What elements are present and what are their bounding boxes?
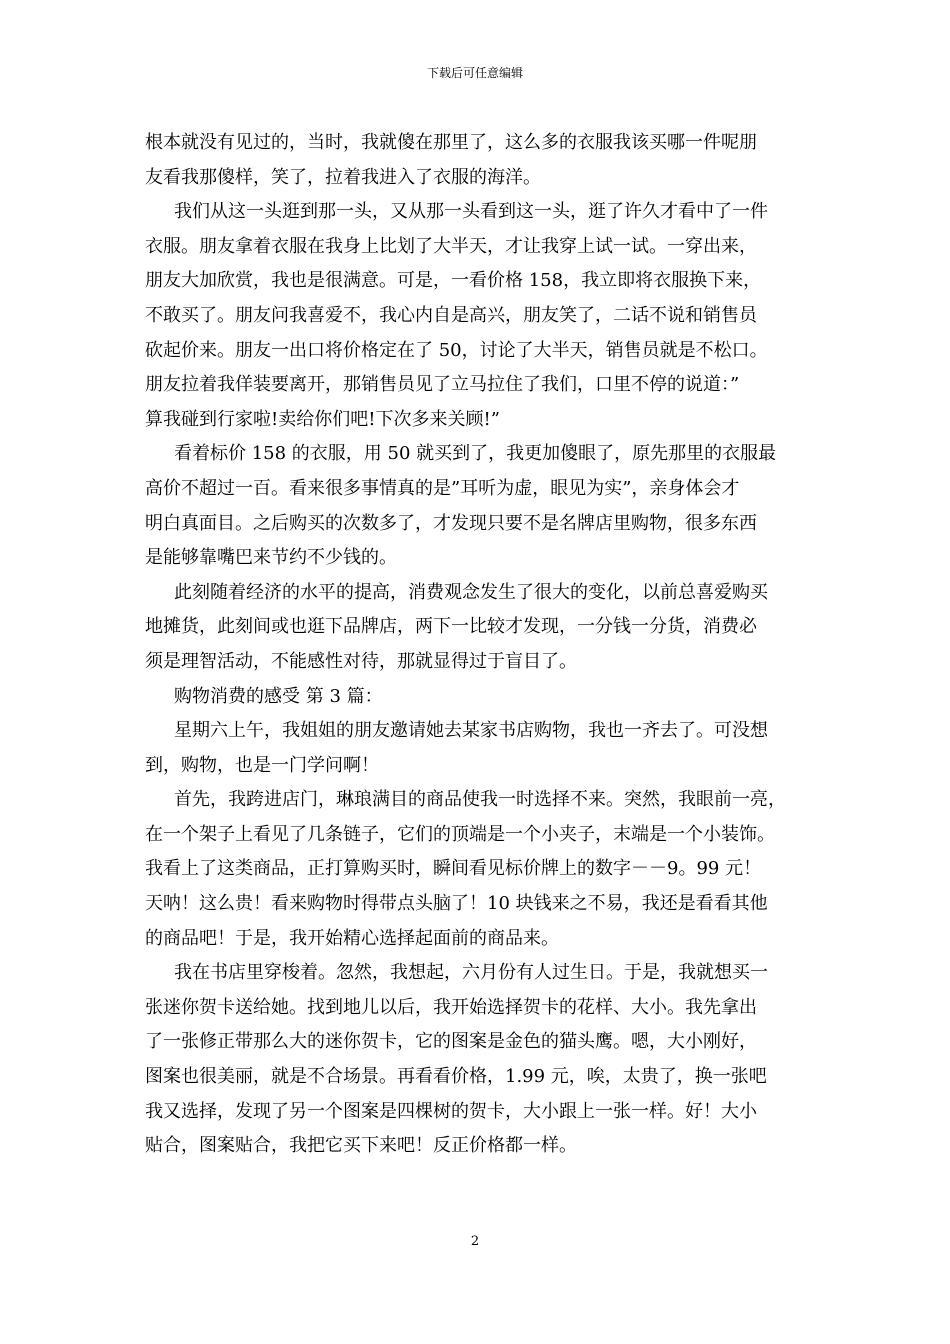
text-line: 友看我那傻样，笑了，拉着我进入了衣服的海洋。 [145,166,541,188]
text-line: 贴合，图案贴合，我把它买下来吧！反正价格都一样。 [145,1135,577,1157]
text-line: 地摊货，此刻间或也逛下品牌店，两下一比较才发现，一分钱一分货，消费必 [145,616,757,638]
text-line: 算我碰到行家啦!卖给你们吧!下次多来关顾!” [145,408,500,430]
page-header: 下载后可任意编辑 [426,66,523,80]
text-line: 不敢买了。朋友问我喜爱不，我心内自是高兴，朋友笑了，二话不说和销售员 [145,304,757,326]
text-line: 看着标价 158 的衣服，用 50 就买到了，我更加傻眼了，原先那里的衣服最 [174,443,777,465]
document-body [145,126,810,1164]
text-line: 的商品吧！于是，我开始精心选择起面前的商品来。 [145,927,559,949]
text-line: 星期六上午，我姐姐的朋友邀请她去某家书店购物，我也一齐去了。可没想 [174,720,768,742]
text-line: 砍起价来。朋友一出口将价格定在了 50，讨论了大半天，销售员就是不松口。 [145,339,768,361]
text-line: 高价不超过一百。看来很多事情真的是”耳听为虚，眼见为实”，亲身体会才 [145,477,740,499]
text-line: 此刻随着经济的水平的提高，消费观念发生了很大的变化，以前总喜爱购买 [174,581,768,603]
text-line: 了一张修正带那么大的迷你贺卡，它的图案是金色的猫头鹰。嗯，大小刚好， [145,1031,757,1053]
text-line: 根本就没有见过的，当时，我就傻在那里了，这么多的衣服我该买哪一件呢朋 [145,132,757,153]
text-line: 天呐！这么贵！看来购物时得带点头脑了！10 块钱来之不易，我还是看看其他 [145,893,768,915]
text-line: 首先，我跨进店门，琳琅满目的商品使我一时选择不来。突然，我眼前一亮， [174,789,786,811]
text-line: 须是理智活动，不能感性对待，那就显得过于盲目了。 [145,650,577,672]
text-line: 明白真面目。之后购买的次数多了，才发现只要不是名牌店里购物，很多东西 [145,512,757,534]
text-line: 张迷你贺卡送给她。找到地儿以后，我开始选择贺卡的花样、大小。我先拿出 [145,996,757,1018]
text-line: 到，购物，也是一门学问啊！ [145,754,379,776]
text-line: 我看上了这类商品，正打算购买时，瞬间看见标价牌上的数字－－9。99 元！ [145,858,762,880]
text-line: 我们从这一头逛到那一头，又从那一头看到这一头，逛了许久才看中了一件 [174,201,768,223]
text-line: 在一个架子上看见了几条链子，它们的顶端是一个小夹子，末端是一个小装饰。 [145,823,775,845]
text-line: 我在书店里穿梭着。忽然，我想起，六月份有人过生日。于是，我就想买一 [174,962,768,984]
section-heading: 购物消费的感受 第 3 篇： [174,685,383,707]
text-line: 朋友大加欣赏，我也是很满意。可是，一看价格 158，我立即将衣服换下来， [145,270,762,292]
text-line: 图案也很美丽，就是不合场景。再看看价格，1.99 元，唉，太贵了，换一张吧 [145,1066,767,1088]
page-number: 2 [470,1234,480,1249]
text-line: 我又选择，发现了另一个图案是四棵树的贺卡，大小跟上一张一样。好！大小 [145,1100,757,1122]
text-line: 衣服。朋友拿着衣服在我身上比划了大半天，才让我穿上试一试。一穿出来， [145,235,757,257]
text-line: 朋友拉着我佯装要离开，那销售员见了立马拉住了我们，口里不停的说道：” [145,374,740,396]
text-line: 是能够靠嘴巴来节约不少钱的。 [145,547,397,569]
